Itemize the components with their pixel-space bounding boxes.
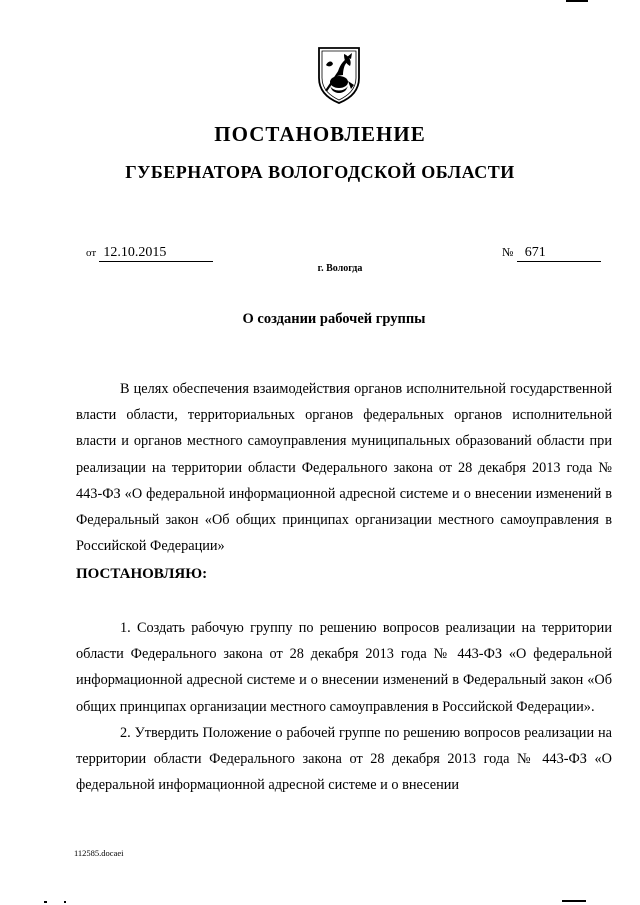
resolution-item: 2. Утвердить Положение о рабочей группе по решению вопросов реализации на территории области Федерального закона от 28 декабря 2013 года № 443-ФЗ «О федеральной информационной адресной системе и о внесении	[76, 724, 612, 794]
city-label: г. Вологда	[317, 263, 363, 274]
date-field	[86, 244, 213, 262]
number-field	[502, 244, 601, 262]
preamble-block	[76, 376, 612, 559]
scan-mark-top	[566, 0, 588, 2]
number-label: №	[502, 245, 514, 259]
file-code: 112585.docaei	[74, 848, 124, 858]
resolve-heading: ПОСТАНОВЛЯЮ:	[76, 566, 208, 582]
document-issuer: ГУБЕРНАТОРА ВОЛОГОДСКОЙ ОБЛАСТИ	[125, 162, 515, 182]
preamble-paragraph: В целях обеспечения взаимодействия органов исполнительной государственной власти области, территориальных органов федеральных органов исполнительной власти и органов местного самоуправления муниципальных образований области при реализации на территории области Федерального закона от 28 декабря 2013 года № 443-ФЗ «О федеральной информационной адресной системе и о внесении изменений в Федеральный закон «Об общих принципах организации местного самоуправления в Российской Федерации»	[76, 381, 612, 555]
number-value: 671	[517, 245, 601, 262]
scan-mark-bottom-right	[562, 900, 586, 902]
resolution-items	[76, 615, 612, 798]
scan-mark-bottom-left-2	[64, 901, 66, 903]
document-subject: О создании рабочей группы	[242, 311, 426, 327]
scan-mark-bottom-left	[44, 901, 47, 903]
date-value: 12.10.2015	[99, 245, 213, 262]
resolution-item: 1. Создать рабочую группу по решению вопросов реализации на территории области Федерального закона от 28 декабря 2013 года № 443-ФЗ «О федеральной информационной адресной системе и о внесении изменений в Федеральный закон «Об общих принципах организации местного самоуправления в Российской Федерации».	[76, 620, 612, 715]
date-label: от	[86, 247, 97, 259]
vologda-coat-of-arms-icon	[316, 45, 362, 105]
document-title: ПОСТАНОВЛЕНИЕ	[214, 122, 426, 146]
